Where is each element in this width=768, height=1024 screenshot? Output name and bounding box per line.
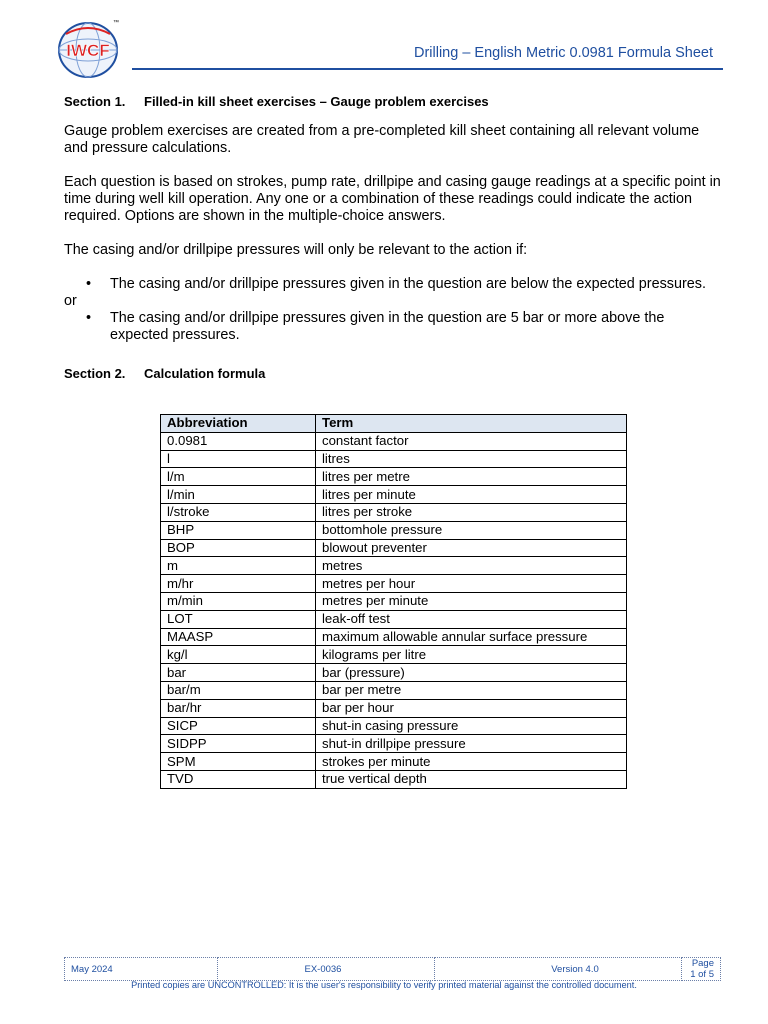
table-row xyxy=(161,681,627,699)
section2-title: Calculation formula xyxy=(144,366,266,381)
abbreviation-cell: MAASP xyxy=(161,628,316,646)
term-cell: bar per metre xyxy=(316,681,627,699)
uncontrolled-copy-notice: Printed copies are UNCONTROLLED: It is the user's responsibility to verify printed material against the controlled document. xyxy=(131,980,637,990)
table-row xyxy=(161,486,627,504)
table-row xyxy=(161,610,627,628)
section2-number: Section 2. xyxy=(64,366,126,381)
bullet-icon: • xyxy=(86,276,92,292)
condition-list-1 xyxy=(64,276,724,293)
table-row xyxy=(161,450,627,468)
term-cell: leak-off test xyxy=(316,610,627,628)
section2-heading xyxy=(64,366,724,381)
abbreviation-cell: m/min xyxy=(161,592,316,610)
table-row xyxy=(161,521,627,539)
section1-heading xyxy=(64,94,724,109)
table-row xyxy=(161,770,627,788)
logo-lettering: IWCF xyxy=(66,41,110,60)
abbreviation-cell: kg/l xyxy=(161,646,316,664)
term-cell: bar (pressure) xyxy=(316,664,627,682)
term-cell: litres per metre xyxy=(316,468,627,486)
table-header-row xyxy=(161,415,627,433)
term-cell: metres per hour xyxy=(316,575,627,593)
abbreviation-cell: m xyxy=(161,557,316,575)
abbreviation-cell: LOT xyxy=(161,610,316,628)
term-cell: litres per stroke xyxy=(316,503,627,521)
table-row xyxy=(161,539,627,557)
abbreviation-table xyxy=(160,414,627,789)
footer-version: Version 4.0 xyxy=(435,958,682,981)
abbreviation-cell: bar/m xyxy=(161,681,316,699)
table-row xyxy=(161,717,627,735)
table-row xyxy=(161,468,627,486)
abbreviation-cell: SIDPP xyxy=(161,735,316,753)
column-header-abbreviation: Abbreviation xyxy=(161,415,316,433)
footer-date: May 2024 xyxy=(65,958,218,981)
abbreviation-cell: bar/hr xyxy=(161,699,316,717)
footer-page-number: Page 1 of 5 xyxy=(682,958,721,981)
section1-number: Section 1. xyxy=(64,94,126,109)
footer-document-code: EX-0036 xyxy=(218,958,435,981)
term-cell: constant factor xyxy=(316,432,627,450)
term-cell: kilograms per litre xyxy=(316,646,627,664)
abbreviation-cell: TVD xyxy=(161,770,316,788)
table-row xyxy=(161,646,627,664)
document-title: Drilling – English Metric 0.0981 Formula Sheet xyxy=(414,45,713,61)
abbreviation-cell: l xyxy=(161,450,316,468)
footer-row xyxy=(65,958,721,981)
iwcf-logo xyxy=(56,20,120,80)
abbreviation-table-body xyxy=(161,432,627,788)
abbreviation-cell: m/hr xyxy=(161,575,316,593)
section1-paragraph-3: The casing and/or drillpipe pressures will only be relevant to the action if: xyxy=(64,242,528,258)
term-cell: strokes per minute xyxy=(316,753,627,771)
table-row xyxy=(161,753,627,771)
term-cell: metres xyxy=(316,557,627,575)
term-cell: bottomhole pressure xyxy=(316,521,627,539)
table-row xyxy=(161,575,627,593)
term-cell: blowout preventer xyxy=(316,539,627,557)
abbreviation-cell: BOP xyxy=(161,539,316,557)
abbreviation-cell: BHP xyxy=(161,521,316,539)
section1-paragraph-2: Each question is based on strokes, pump rate, drillpipe and casing gauge readings at a specific point in time during well kill operation. Any one or a combination of these readings could indicate the action required. Options are shown in the multiple-choice answers. xyxy=(64,174,721,224)
bullet-icon: • xyxy=(86,310,92,326)
table-row xyxy=(161,557,627,575)
term-cell: litres per minute xyxy=(316,486,627,504)
table-row xyxy=(161,699,627,717)
table-row xyxy=(161,592,627,610)
list-item: • The casing and/or drillpipe pressures given in the question are 5 bar or more above the expected pressures. xyxy=(86,310,665,343)
list-item: • The casing and/or drillpipe pressures given in the question are below the expected pressures. xyxy=(86,276,706,292)
main-content xyxy=(64,94,724,381)
column-header-term: Term xyxy=(316,415,627,433)
section1-paragraph-1: Gauge problem exercises are created from a pre-completed kill sheet containing all relevant volume and pressure calculations. xyxy=(64,123,700,156)
term-cell: metres per minute xyxy=(316,592,627,610)
or-connector: or xyxy=(64,293,77,309)
trademark-symbol: ™ xyxy=(113,20,119,26)
term-cell: shut-in drillpipe pressure xyxy=(316,735,627,753)
header-divider xyxy=(132,68,723,70)
condition-list-2 xyxy=(64,310,724,344)
table-row xyxy=(161,503,627,521)
abbreviation-cell: bar xyxy=(161,664,316,682)
term-cell: maximum allowable annular surface pressure xyxy=(316,628,627,646)
abbreviation-cell: SPM xyxy=(161,753,316,771)
abbreviation-cell: l/m xyxy=(161,468,316,486)
section1-title: Filled-in kill sheet exercises – Gauge problem exercises xyxy=(144,94,489,109)
table-row xyxy=(161,628,627,646)
abbreviation-cell: l/min xyxy=(161,486,316,504)
table-row xyxy=(161,432,627,450)
table-row xyxy=(161,664,627,682)
term-cell: true vertical depth xyxy=(316,770,627,788)
abbreviation-cell: SICP xyxy=(161,717,316,735)
footer-info-table xyxy=(64,957,721,981)
abbreviation-cell: 0.0981 xyxy=(161,432,316,450)
term-cell: shut-in casing pressure xyxy=(316,717,627,735)
abbreviation-cell: l/stroke xyxy=(161,503,316,521)
table-row xyxy=(161,735,627,753)
term-cell: litres xyxy=(316,450,627,468)
term-cell: bar per hour xyxy=(316,699,627,717)
